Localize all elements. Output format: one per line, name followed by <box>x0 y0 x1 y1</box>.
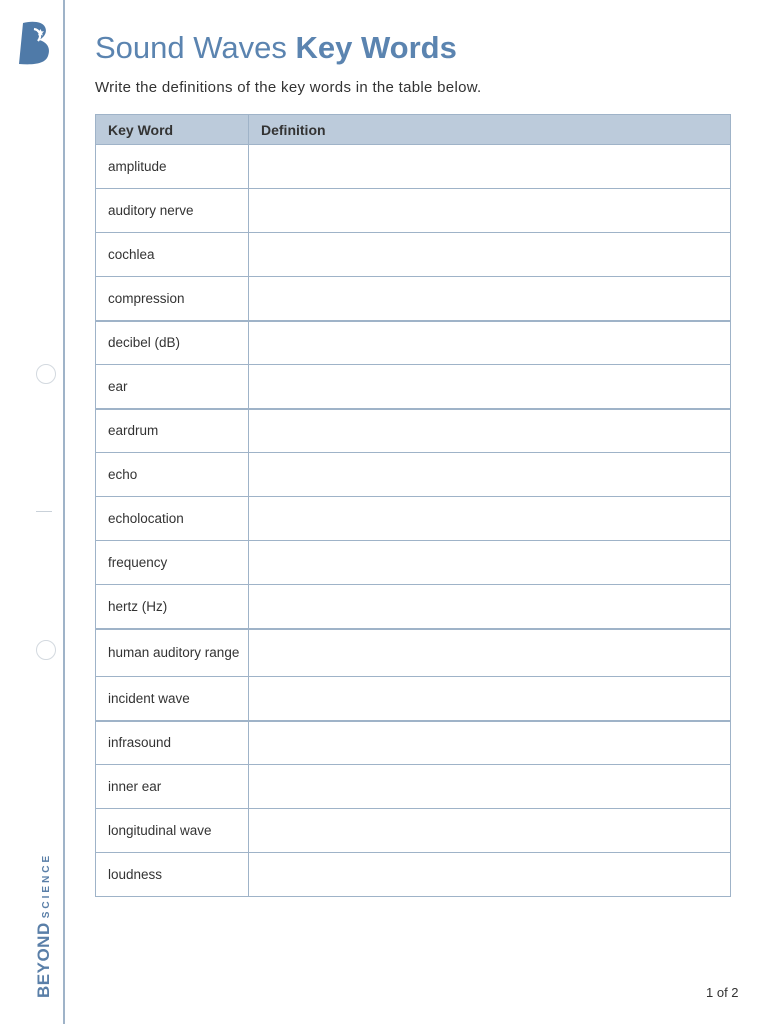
key-word-cell: incident wave <box>96 677 249 721</box>
brand-tag: SCIENCE <box>41 852 52 919</box>
key-word-cell: echo <box>96 453 249 497</box>
page-number: 1 of 2 <box>706 985 739 1000</box>
definition-cell[interactable] <box>249 497 731 541</box>
key-word-cell: compression <box>96 277 249 321</box>
key-word-cell: longitudinal wave <box>96 809 249 853</box>
key-word-cell: amplitude <box>96 145 249 189</box>
table-row <box>96 453 731 497</box>
key-word-cell: frequency <box>96 541 249 585</box>
definition-cell[interactable] <box>249 853 731 897</box>
table-row <box>96 497 731 541</box>
definition-cell[interactable] <box>249 233 731 277</box>
header-key-word: Key Word <box>96 115 249 145</box>
table-row <box>96 809 731 853</box>
table-row <box>96 677 731 721</box>
key-word-cell: echolocation <box>96 497 249 541</box>
table-header-row <box>96 115 731 145</box>
title-bold: Key Words <box>295 30 457 65</box>
definition-cell[interactable] <box>249 721 731 765</box>
beyond-b-logo-icon <box>14 20 52 66</box>
definition-cell[interactable] <box>249 365 731 409</box>
definition-cell[interactable] <box>249 453 731 497</box>
definition-cell[interactable] <box>249 145 731 189</box>
definition-cell[interactable] <box>249 321 731 365</box>
key-word-cell: decibel (dB) <box>96 321 249 365</box>
definition-cell[interactable] <box>249 541 731 585</box>
table-row <box>96 765 731 809</box>
key-word-cell: ear <box>96 365 249 409</box>
table-row <box>96 365 731 409</box>
table-row <box>96 321 731 365</box>
key-word-cell: cochlea <box>96 233 249 277</box>
table-row <box>96 277 731 321</box>
definition-cell[interactable] <box>249 189 731 233</box>
definition-cell[interactable] <box>249 677 731 721</box>
key-word-cell: human auditory range <box>96 629 249 677</box>
key-word-cell: auditory nerve <box>96 189 249 233</box>
definition-cell[interactable] <box>249 585 731 629</box>
brand-name: BEYOND <box>34 922 53 998</box>
brand-vertical <box>34 853 54 998</box>
key-word-cell: hertz (Hz) <box>96 585 249 629</box>
header-definition: Definition <box>249 115 731 145</box>
table-row <box>96 721 731 765</box>
fold-mark <box>36 511 52 512</box>
key-words-table <box>95 114 731 897</box>
key-word-cell: infrasound <box>96 721 249 765</box>
definition-cell[interactable] <box>249 809 731 853</box>
definition-cell[interactable] <box>249 409 731 453</box>
definition-cell[interactable] <box>249 629 731 677</box>
punch-hole-bottom <box>36 640 56 660</box>
instruction-text: Write the definitions of the key words in the table below. <box>95 79 482 96</box>
table-row <box>96 145 731 189</box>
table-row <box>96 233 731 277</box>
page-title <box>95 30 457 66</box>
definition-cell[interactable] <box>249 765 731 809</box>
table-row <box>96 853 731 897</box>
margin-line <box>63 0 65 1024</box>
table-row <box>96 541 731 585</box>
key-word-cell: eardrum <box>96 409 249 453</box>
table-row <box>96 189 731 233</box>
key-word-cell: loudness <box>96 853 249 897</box>
title-light: Sound Waves <box>95 30 287 65</box>
key-word-cell: inner ear <box>96 765 249 809</box>
definition-cell[interactable] <box>249 277 731 321</box>
table-row <box>96 409 731 453</box>
table-row <box>96 585 731 629</box>
punch-hole-top <box>36 364 56 384</box>
table-row <box>96 629 731 677</box>
